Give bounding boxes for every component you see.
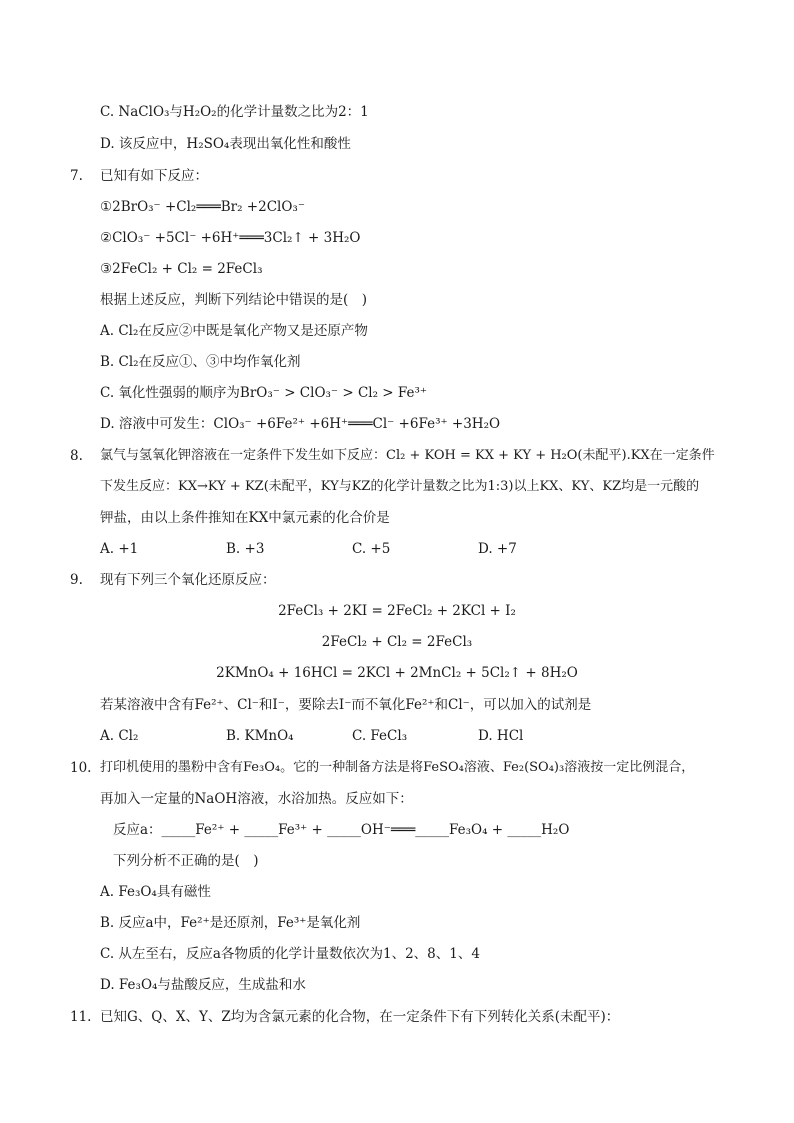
q11-stem: 已知G、Q、X、Y、Z均为含氯元素的化合物，在一定条件下有下列转化关系(未配平)：: [100, 1009, 620, 1025]
q9-number: 9.: [70, 572, 83, 588]
q9-stem: 现有下列三个氧化还原反应：: [100, 572, 276, 588]
q7-option-b: B. Cl₂在反应①、③中均作氧化剂: [100, 354, 301, 370]
q9-equation-2: 2FeCl₂ + Cl₂ = 2FeCl₃: [321, 634, 473, 650]
q7-option-a: A. Cl₂在反应②中既是氧化产物又是还原产物: [100, 323, 368, 339]
q6-option-d: D. 该反应中，H₂SO₄表现出氧化性和酸性: [100, 136, 351, 152]
q10-option-c: C. 从左至右，反应a各物质的化学计量数依次为1、2、8、1、4: [100, 946, 480, 962]
q8-option-c: C. +5: [352, 541, 391, 557]
q10-question: 下列分析不正确的是( ): [113, 853, 259, 869]
q10-option-d: D. Fe₃O₄与盐酸反应，生成盐和水: [100, 977, 306, 993]
q10-number: 10.: [70, 760, 92, 776]
q9-option-d: D. HCl: [478, 728, 524, 744]
q7-reaction-1: ①2BrO₃⁻ +Cl₂═══Br₂ +2ClO₃⁻: [100, 199, 305, 215]
q7-number: 7.: [70, 168, 83, 184]
q7-reaction-2: ②ClO₃⁻ +5Cl⁻ +6H⁺═══3Cl₂↑ + 3H₂O: [100, 230, 361, 246]
q10-reaction-a: 反应a：_____Fe²⁺ + _____Fe³⁺ + _____OH⁻═══_____Fe₃O₄ + _____H₂O: [113, 822, 570, 838]
q9-equation-3: 2KMnO₄ + 16HCl = 2KCl + 2MnCl₂ + 5Cl₂↑ + 8H₂O: [216, 665, 578, 681]
q7-question: 根据上述反应，判断下列结论中错误的是( ): [100, 292, 368, 308]
q8-option-a: A. +1: [100, 541, 139, 557]
q9-option-a: A. Cl₂: [100, 728, 139, 744]
q8-stem-line-3: 钾盐，由以上条件推知在KX中氯元素的化合价是: [100, 510, 390, 526]
q10-option-a: A. Fe₃O₄具有磁性: [100, 884, 211, 900]
q7-option-d: D. 溶液中可发生：ClO₃⁻ +6Fe²⁺ +6H⁺═══Cl⁻ +6Fe³⁺ +3H₂O: [100, 416, 501, 432]
q7-stem: 已知有如下反应：: [100, 168, 208, 184]
q11-number: 11.: [70, 1009, 92, 1025]
q9-question: 若某溶液中含有Fe²⁺、Cl⁻和I⁻，要除去I⁻而不氧化Fe²⁺和Cl⁻，可以加入的试剂是: [100, 697, 592, 713]
q9-option-b: B. KMnO₄: [226, 728, 294, 744]
q8-option-d: D. +7: [478, 541, 517, 557]
q8-stem-line-1: 氯气与氢氧化钾溶液在一定条件下发生如下反应：Cl₂ + KOH = KX + KY + H₂O(未配平).KX在一定条件: [100, 448, 715, 463]
q10-stem-line-1: 打印机使用的墨粉中含有Fe₃O₄。它的一种制备方法是将FeSO₄溶液、Fe₂(SO₄)₃溶液按一定比例混合，: [100, 760, 695, 775]
q7-reaction-3: ③2FeCl₂ + Cl₂ = 2FeCl₃: [100, 261, 263, 277]
q8-number: 8.: [70, 448, 83, 464]
q10-option-b: B. 反应a中，Fe²⁺是还原剂，Fe³⁺是氧化剂: [100, 915, 361, 931]
q9-option-c: C. FeCl₃: [352, 728, 408, 744]
q8-stem-line-2: 下发生反应：KX→KY + KZ(未配平，KY与KZ的化学计量数之比为1:3)以上KX、KY、KZ均是一元酸的: [100, 479, 700, 494]
q6-option-c: C. NaClO₃与H₂O₂的化学计量数之比为2：1: [100, 104, 369, 120]
q8-option-b: B. +3: [226, 541, 265, 557]
q10-stem-line-2: 再加入一定量的NaOH溶液，水浴加热。反应如下：: [100, 791, 413, 807]
q9-equation-1: 2FeCl₃ + 2KI = 2FeCl₂ + 2KCl + I₂: [278, 603, 516, 619]
q7-option-c: C. 氧化性强弱的顺序为BrO₃⁻ > ClO₃⁻ > Cl₂ > Fe³⁺: [100, 385, 428, 401]
